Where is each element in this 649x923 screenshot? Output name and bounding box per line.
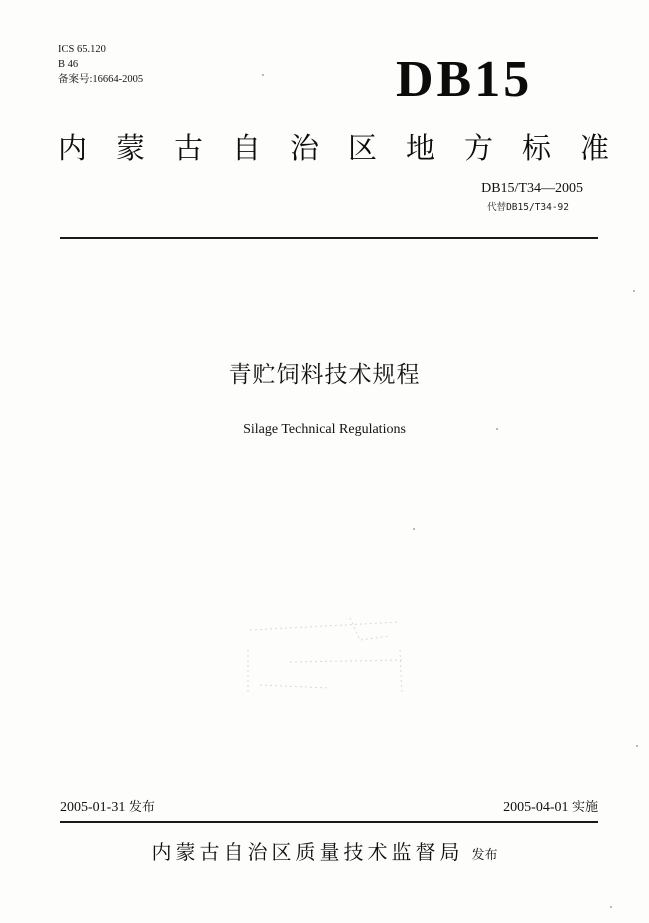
publish-date: 2005-01-31 xyxy=(60,800,126,815)
standard-code-large: DB15 xyxy=(396,51,533,108)
scan-speck xyxy=(262,74,264,76)
top-divider xyxy=(60,237,598,239)
issuer-action: 发布 xyxy=(471,848,498,863)
scan-speck xyxy=(610,906,612,908)
document-title-chinese: 青贮饲料技术规程 xyxy=(228,362,421,388)
scan-speck xyxy=(636,745,638,747)
category-code: B 46 xyxy=(58,59,79,70)
publish-label: 发布 xyxy=(128,800,155,815)
bottom-divider xyxy=(60,821,598,823)
filing-number: 备案号:16664-2005 xyxy=(58,74,144,85)
issuer-line xyxy=(0,838,649,866)
scan-speck xyxy=(496,428,498,430)
classification-block xyxy=(58,42,143,87)
implement-date: 2005-04-01 xyxy=(503,800,569,815)
ics-code: ICS 65.120 xyxy=(58,44,106,55)
faded-stamp-mark xyxy=(240,610,410,710)
publish-date-line xyxy=(60,799,155,817)
standard-number: DB15/T34—2005 xyxy=(481,181,583,196)
standard-type-title: 内蒙古自治区地方标准 xyxy=(58,131,639,165)
issuer-name: 内蒙古自治区质量技术监督局 xyxy=(151,840,464,864)
implement-date-line xyxy=(503,799,598,817)
scan-speck xyxy=(633,290,635,292)
scan-speck xyxy=(413,528,415,530)
implement-label: 实施 xyxy=(571,800,598,815)
replaces-note: 代替DB15/T34-92 xyxy=(487,202,569,213)
document-title-english: Silage Technical Regulations xyxy=(243,422,406,437)
